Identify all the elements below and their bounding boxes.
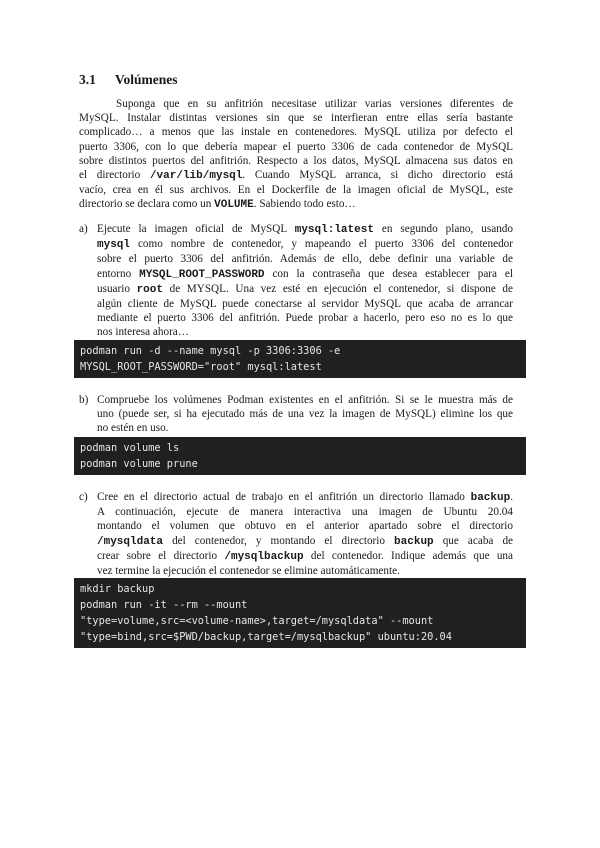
text-line <box>79 154 513 168</box>
text-run: que acaba de <box>433 534 513 547</box>
text-line <box>79 168 513 183</box>
text-run: usuario <box>97 282 137 295</box>
text-line <box>79 183 513 197</box>
text-run: vacío, crea en él sus archivos. En el Dockerfile de la imagen oficial de MySQL, este <box>79 184 513 197</box>
text-run: . <box>510 491 513 503</box>
text-line <box>97 297 513 311</box>
text-run: crear sobre el directorio <box>97 549 225 562</box>
text-line <box>79 97 513 111</box>
text-run: MySQL. Instalar distintas versiones sin que se interfieran entre ellas sería bastante <box>79 112 513 125</box>
text-run: con la contraseña que desea establecer para el <box>264 267 513 280</box>
text-line <box>97 325 513 339</box>
text-line <box>97 407 513 421</box>
text-line <box>79 197 513 212</box>
section-number: 3.1 <box>79 72 96 87</box>
text-run: entorno <box>97 267 140 280</box>
inline-code: backup <box>470 492 511 504</box>
inline-code: mysql <box>97 239 131 252</box>
text-line <box>97 490 513 505</box>
text-run: montando el volumen que obtuvo en el anterior apartado sobre el directorio <box>97 520 513 533</box>
text-run: complicado… a menos que las instale en contenedores. MySQL utiliza por defecto el <box>79 126 513 139</box>
text-run: no estén en uso. <box>97 422 169 435</box>
text-run: . Sabiendo todo esto… <box>253 198 356 211</box>
inline-code: MYSQL_ROOT_PASSWORD <box>139 268 265 281</box>
item-text <box>97 490 513 578</box>
text-line <box>97 505 513 519</box>
text-line <box>97 267 513 282</box>
text-run: . Cuando MySQL arranca, si dicho directorio está <box>242 169 513 182</box>
code-block-c <box>74 578 526 648</box>
inline-code: backup <box>394 535 434 548</box>
text-run: A continuación, ejecute de manera interactiva una imagen de Ubuntu 20.04 <box>97 506 513 519</box>
inline-code: /mysqldata <box>97 535 164 548</box>
text-line <box>79 111 513 125</box>
code-line: podman run -d --name mysql -p 3306:3306 -e <box>80 345 341 357</box>
text-run: el directorio <box>79 169 150 182</box>
text-run: nos interesa ahora… <box>97 326 189 339</box>
text-run: directorio se declara como un <box>79 198 215 211</box>
text-run: Cree en el directorio actual de trabajo en el anfitrión un directorio llamado <box>97 491 471 503</box>
inline-code: /var/lib/mysql <box>149 170 243 183</box>
text-run: del contenedor. Indique además que una <box>303 549 513 562</box>
inline-code: /mysqlbackup <box>224 550 304 563</box>
text-run: algún cliente de MySQL puede conectarse al servidor MySQL que acaba de arrancar <box>97 298 513 311</box>
text-run: del contenedor, y montando el directorio <box>163 534 395 547</box>
text-run: vez termine la ejecución el contenedor se elimine automáticamente. <box>97 565 400 578</box>
item-marker: b) <box>79 394 89 406</box>
text-line <box>79 140 513 154</box>
text-run: sobre distintos puertos del anfitrión. Respecto a los datos, MySQL almacena sus datos en <box>79 154 513 167</box>
item-marker: a) <box>79 223 88 235</box>
item-text <box>97 393 513 436</box>
inline-code: mysql:latest <box>294 224 374 236</box>
text-run: sobre el puerto 3306 del anfitrión. Además de ello, debe definir una variable de <box>97 253 513 266</box>
text-line <box>97 222 513 237</box>
code-line: podman volume prune <box>80 458 198 470</box>
code-line: podman volume ls <box>80 442 180 454</box>
code-block-b <box>74 437 526 475</box>
text-run: de MYSQL. Una vez esté en ejecución el contenedor, si dispone de <box>162 282 513 295</box>
code-line: mkdir backup <box>80 583 155 595</box>
text-line <box>97 549 513 564</box>
code-line: podman run -it --rm --mount <box>80 599 248 611</box>
text-run: puerto 3306, con lo que debería mapear el puerto 3306 de cada contenedor de MySQL <box>79 140 513 153</box>
inline-code: root <box>136 283 163 296</box>
text-run: mediante el puerto 3306 del anfitrión. Puede probar a hacerlo, pero eso no es lo que <box>97 312 513 325</box>
inline-code: VOLUME <box>214 199 254 212</box>
text-run: Ejecute la imagen oficial de MySQL <box>97 223 295 235</box>
section-heading <box>79 72 178 88</box>
text-run: Suponga que en su anfitrión necesitase utilizar varias versiones diferentes de <box>116 98 513 110</box>
intro-paragraph <box>79 97 513 213</box>
item-text <box>97 222 513 340</box>
text-line <box>97 311 513 325</box>
text-run: Compruebe los volúmenes Podman existentes en el anfitrión. Si se le muestra más de <box>97 394 513 406</box>
text-run: uno (puede ser, si ha ejecutado más de una vez la imagen de MySQL) elimine los que <box>97 408 513 421</box>
text-line <box>97 282 513 297</box>
text-line <box>97 393 513 407</box>
text-run: en segundo plano, usando <box>373 223 513 235</box>
text-line <box>97 519 513 533</box>
text-line <box>97 421 513 435</box>
code-line: MYSQL_ROOT_PASSWORD="root" mysql:latest <box>80 361 322 373</box>
code-line: "type=volume,src=<volume-name>,target=/mysqldata" --mount <box>80 615 434 627</box>
text-line <box>97 252 513 266</box>
text-line <box>97 564 513 578</box>
section-title: Volúmenes <box>115 72 178 87</box>
text-run: como nombre de contenedor, y mapeando el puerto 3306 del contenedor <box>130 238 513 251</box>
item-marker: c) <box>79 491 88 503</box>
text-line <box>97 237 513 252</box>
code-line: "type=bind,src=$PWD/backup,target=/mysqlbackup" ubuntu:20.04 <box>80 631 452 643</box>
text-line <box>79 125 513 139</box>
code-block-a <box>74 340 526 378</box>
text-line <box>97 534 513 549</box>
